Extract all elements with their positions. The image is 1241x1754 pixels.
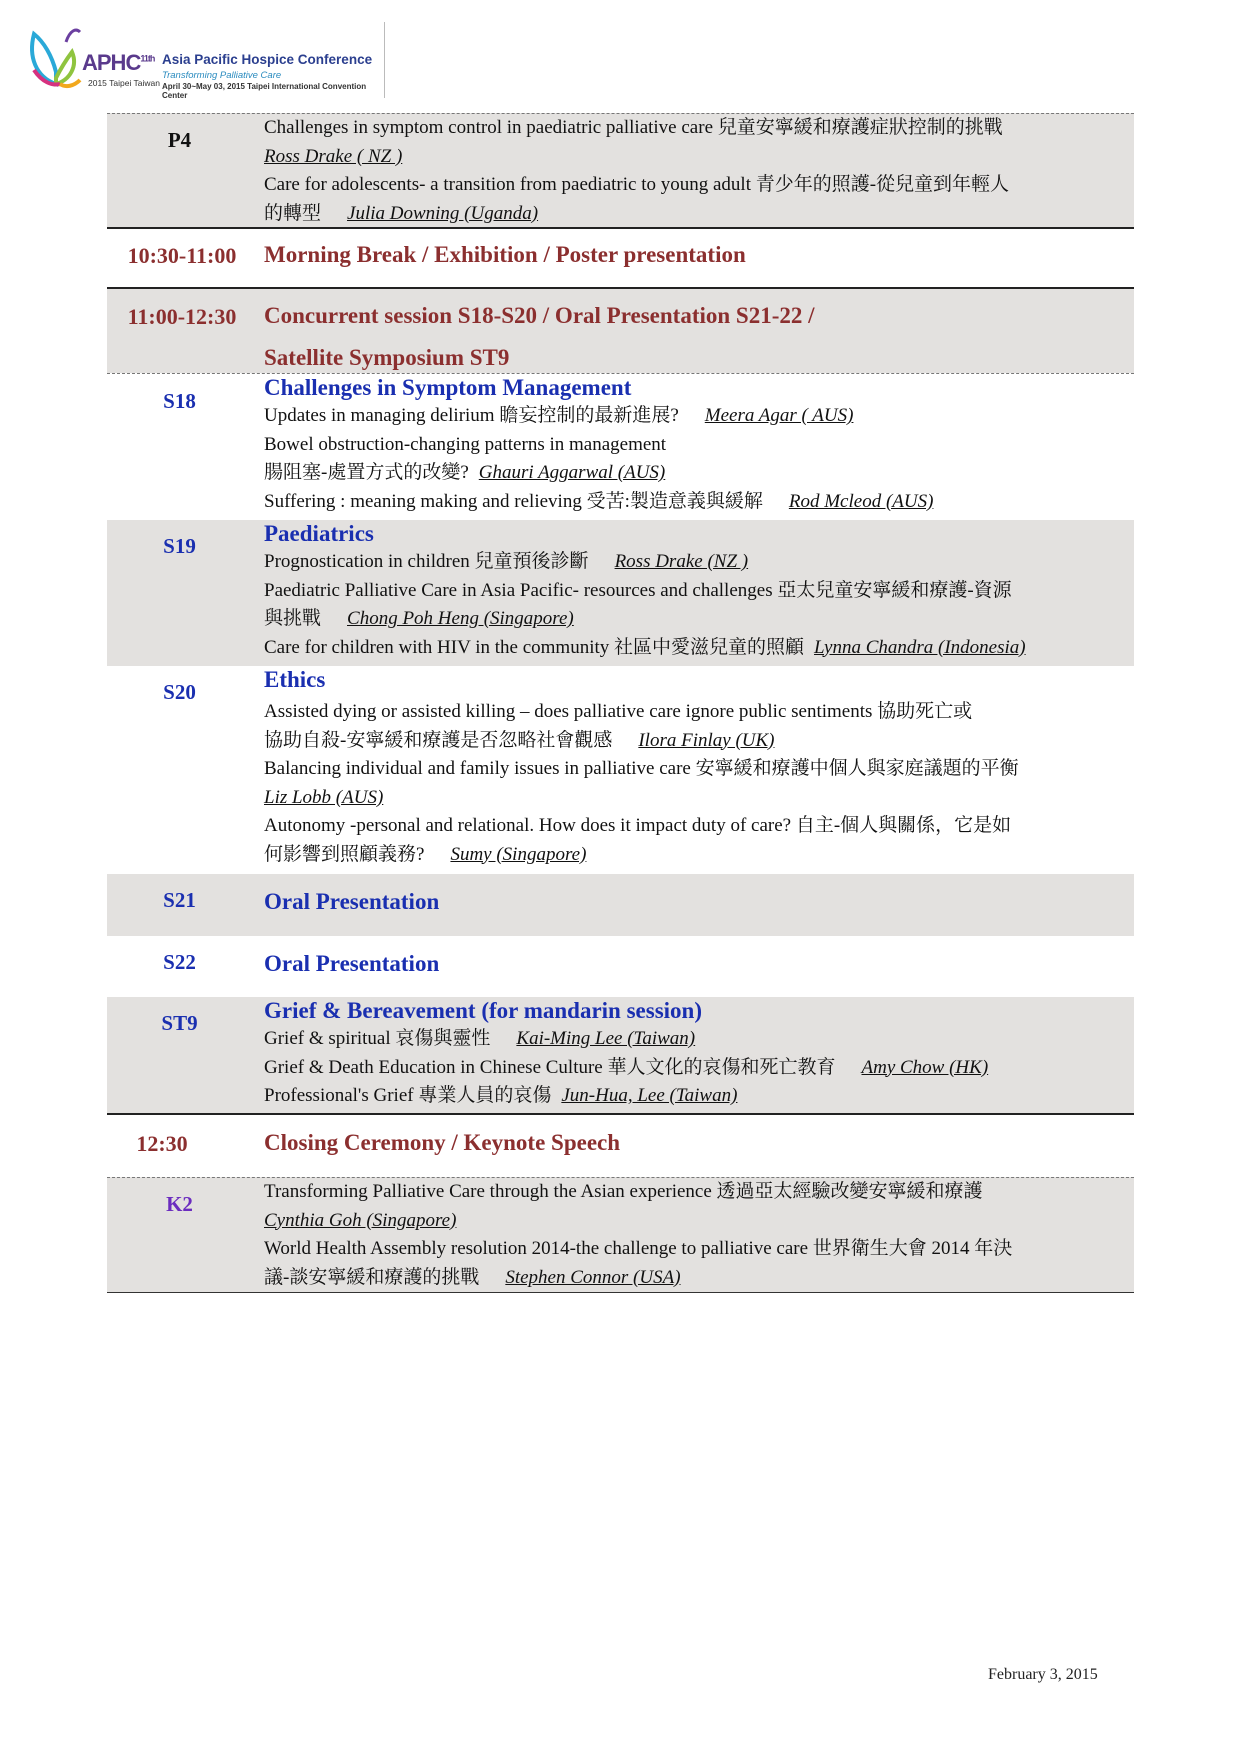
session-code: P4 xyxy=(167,128,192,152)
time-label: 12:30 xyxy=(136,1131,188,1156)
talk-title: Care for adolescents- a transition from paediatric to young adult 青少年的照護-從兒童到年輕人 xyxy=(264,174,1010,195)
speaker-name: Lynna Chandra (Indonesia) xyxy=(814,636,1026,658)
speaker-name: Meera Agar ( AUS) xyxy=(704,405,854,426)
speaker-name: Ross Drake ( NZ ) xyxy=(264,145,403,167)
talk-line: Care for children with HIV in the community 社區中愛滋兒童的照顧 Lynna Chandra (Indonesia) xyxy=(264,636,1026,658)
session-title: Ethics xyxy=(264,667,326,692)
speaker-name: Ilora Finlay (UK) xyxy=(638,729,775,751)
session-code: S20 xyxy=(163,680,196,704)
talk-title: Transforming Palliative Care through the Asian experience 透過亞太經驗改變安寧緩和療護 xyxy=(264,1181,983,1202)
session-code: S18 xyxy=(163,389,196,413)
talk-title: World Health Assembly resolution 2014-the challenge to palliative care 世界衛生大會 2014 年決 xyxy=(264,1238,1013,1259)
speaker-name: Rod Mcleod (AUS) xyxy=(788,490,934,512)
session-s21 xyxy=(107,874,1134,936)
talk-title: Assisted dying or assisted killing – does palliative care ignore public sentiments 協助死亡或 xyxy=(264,701,973,722)
talk-line: Prognostication in children 兒童預後診斷 Ross Drake (NZ ) xyxy=(264,551,749,572)
session-s18 xyxy=(107,373,1134,520)
time-label: 11:00-12:30 xyxy=(127,304,237,329)
talk-line: 的轉型 Julia Downing (Uganda) xyxy=(264,202,539,224)
speaker-name: Chong Poh Heng (Singapore) xyxy=(347,608,574,629)
session-code: S19 xyxy=(163,534,196,558)
time-slot-closing xyxy=(107,1115,1134,1177)
talk-title: Balancing individual and family issues in palliative care 安寧緩和療護中個人與家庭議題的平衡 xyxy=(264,758,1019,779)
speaker-name: Sumy (Singapore) xyxy=(450,843,587,865)
conference-logo xyxy=(26,22,386,104)
talk-line: Updates in managing delirium 瞻妄控制的最新進展? Meera Agar ( AUS) xyxy=(264,405,854,426)
time-label: 10:30-11:00 xyxy=(127,243,237,268)
speaker-name: Cynthia Goh (Singapore) xyxy=(264,1209,457,1231)
session-title: Oral Presentation xyxy=(264,951,440,976)
talk-title: Autonomy -personal and relational. How does it impact duty of care? 自主-個人與關係，它是如 xyxy=(264,815,1012,836)
footer-date: February 3, 2015 xyxy=(988,1666,1098,1683)
logo-year-place: 2015 Taipei Taiwan xyxy=(88,78,160,88)
session-title: Grief & Bereavement (for mandarin session) xyxy=(264,998,702,1023)
conference-dates-venue: April 30~May 03, 2015 Taipei International Convention Center xyxy=(162,82,367,100)
talk-line: 議-談安寧緩和療護的挑戰 Stephen Connor (USA) xyxy=(264,1266,681,1288)
time-slot-concurrent xyxy=(107,289,1134,373)
speaker-name: Kai-Ming Lee (Taiwan) xyxy=(516,1028,696,1049)
schedule-table xyxy=(107,113,1134,1293)
session-s22 xyxy=(107,936,1134,997)
session-code: S22 xyxy=(163,950,196,974)
talk-title: Paediatric Palliative Care in Asia Pacific- resources and challenges 亞太兒童安寧緩和療護-資源 xyxy=(264,579,1012,601)
session-code: ST9 xyxy=(161,1011,198,1035)
session-code: S21 xyxy=(163,888,196,912)
session-s19 xyxy=(107,520,1134,666)
speaker-name: Stephen Connor (USA) xyxy=(505,1266,681,1288)
session-title: Oral Presentation xyxy=(264,889,440,914)
speaker-name: Amy Chow (HK) xyxy=(861,1056,989,1078)
talk-line: Professional's Grief 專業人員的哀傷 Jun-Hua, Lee (Taiwan) xyxy=(264,1085,738,1106)
talk-line: 協助自殺-安寧緩和療護是否忽略社會觀感 Ilora Finlay (UK) xyxy=(264,729,775,751)
slot-title: Concurrent session S18-S20 / Oral Presentation S21-22 / xyxy=(264,303,815,328)
butterfly-logo-icon xyxy=(26,22,86,92)
slot-title-line2: Satellite Symposium ST9 xyxy=(264,345,510,370)
session-code: K2 xyxy=(166,1192,193,1216)
session-title: Challenges in Symptom Management xyxy=(264,375,632,400)
speaker-name: Julia Downing (Uganda) xyxy=(347,202,539,224)
conference-name: Asia Pacific Hospice Conference xyxy=(162,52,373,67)
session-p4 xyxy=(107,113,1134,229)
logo-divider xyxy=(384,22,385,98)
logo-acronym: $APHC^{11th}$ xyxy=(82,50,155,75)
session-s20 xyxy=(107,666,1134,874)
talk-title: Bowel obstruction-changing patterns in management xyxy=(264,433,667,455)
session-k2 xyxy=(107,1177,1134,1293)
conference-tagline: Transforming Palliative Care xyxy=(162,70,282,81)
speaker-name: Jun-Hua, Lee (Taiwan) xyxy=(561,1085,738,1106)
slot-title: Closing Ceremony / Keynote Speech xyxy=(264,1130,621,1155)
talk-line: Suffering : meaning making and relieving 受苦:製造意義與緩解 Rod Mcleod (AUS) xyxy=(264,490,934,512)
speaker-name: Ross Drake (NZ ) xyxy=(614,551,749,572)
speaker-name: Ghauri Aggarwal (AUS) xyxy=(478,462,666,483)
talk-line: Grief & Death Education in Chinese Culture 華人文化的哀傷和死亡教育 Amy Chow (HK) xyxy=(264,1056,989,1078)
talk-line xyxy=(264,784,1128,813)
talk-line: Grief & spiritual 哀傷與靈性 Kai-Ming Lee (Taiwan) xyxy=(264,1028,696,1049)
talk-line: 與挑戰 Chong Poh Heng (Singapore) xyxy=(264,608,574,629)
talk-title: Challenges in symptom control in paediatric palliative care 兒童安寧緩和療護症狀控制的挑戰 xyxy=(264,117,1003,138)
talk-line: 腸阻塞-處置方式的改變? Ghauri Aggarwal (AUS) xyxy=(264,462,666,483)
slot-title: Morning Break / Exhibition / Poster presentation xyxy=(264,242,746,267)
talk-line xyxy=(264,143,1128,172)
talk-line: 何影響到照顧義務? Sumy (Singapore) xyxy=(264,843,587,865)
speaker-name: Liz Lobb (AUS) xyxy=(264,786,384,808)
session-title: Paediatrics xyxy=(264,521,374,546)
time-slot-break xyxy=(107,229,1134,289)
talk-line xyxy=(264,1207,1128,1236)
session-st9 xyxy=(107,997,1134,1115)
